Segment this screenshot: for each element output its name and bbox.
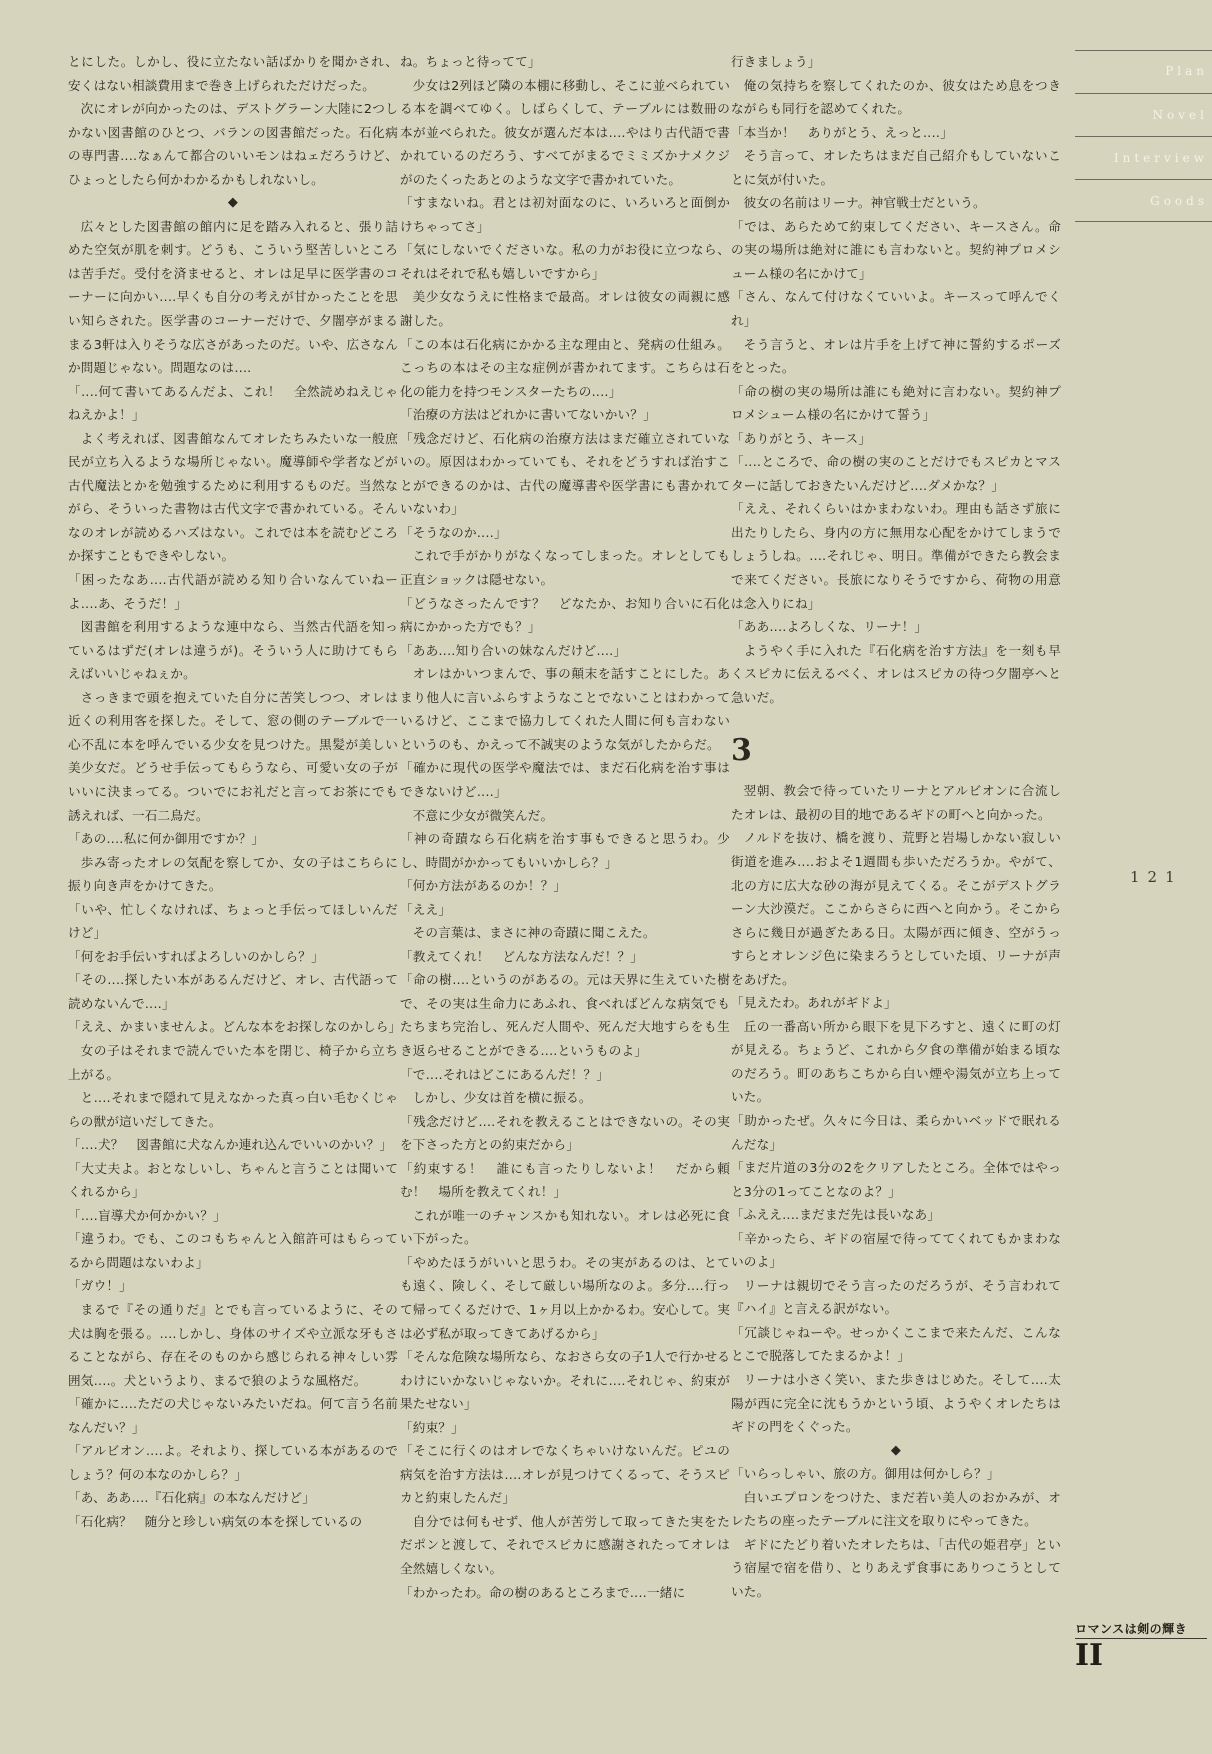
dialogue-line: 「ありがとう、キース」: [731, 430, 872, 446]
paragraph: とにした。しかし、役に立たない話ばかりを聞かされ、安くはない相談費用まで巻き上げられただけだった。: [68, 54, 398, 93]
paragraph: リーナは親切でそう言ったのだろうが、そう言われて『ハイ』と言える訳がない。: [731, 1277, 1061, 1317]
dialogue-line: 「‥‥盲導犬か何かかい？」: [68, 1207, 226, 1223]
dialogue-line: 「見えたわ。あれがギドよ」: [731, 995, 897, 1011]
text-column-3-lower: [731, 779, 1061, 1603]
dialogue-line: 「やめたほうがいいと思うわ。その実があるのは、とても遠く、険しく、そして厳しい場所なのよ。多分‥‥行って帰ってくるだけで、1ヶ月以上かかるわ。安心して。実は必ず私が取ってきてあげるから」: [400, 1254, 730, 1341]
dialogue-line: 「辛かったら、ギドの宿屋で待っててくれてもかまわないのよ」: [731, 1230, 1061, 1270]
paragraph: 自分では何もせず、他人が苦労して取ってきた実をただポンと渡して、それでスピカに感謝されたってオレは全然嬉しくない。: [400, 1513, 730, 1576]
paragraph: 女の子はそれまで読んでいた本を閉じ、椅子から立ち上がる。: [68, 1042, 398, 1082]
dialogue-line: 「‥‥ところで、命の樹の実のことだけでもスピカとマスターに話しておきたいんだけど‥‥ダメかな？」: [731, 454, 1061, 493]
dialogue-line: 「気にしないでくださいな。私の力がお役に立つなら、それはそれで私も嬉しいですから」: [400, 242, 730, 281]
magazine-title: ロマンスは剣の輝き: [1075, 1620, 1207, 1639]
paragraph: 行きましょう」: [731, 54, 821, 69]
dialogue-line: 「わかったわ。命の樹のあるところまで‥‥一緒に: [400, 1584, 686, 1600]
dialogue-line: 「そんな危険な場所なら、なおさら女の子1人で行かせるわけにいかないじゃないか。それに‥‥それじゃ、約束が果たせない」: [400, 1349, 730, 1412]
text-column-2: [400, 50, 730, 1604]
paragraph: 図書館を利用するような連中なら、当然古代語を知っているはずだ(オレは違うが)。そういう人に助けてもらえばいいじゃねぇか。: [68, 619, 398, 682]
dialogue-line: 「約束する！ 誰にも言ったりしないよ！ だから頼む！ 場所を教えてくれ！」: [400, 1160, 730, 1200]
dialogue-line: 「本当か！ ありがとう、えっと‥‥」: [731, 124, 953, 140]
dialogue-line: 「石化病？ 随分と珍しい病気の本を探しているの: [68, 1513, 363, 1529]
dialogue-line: 「さん、なんて付けなくていいよ。キースって呼んでくれ」: [731, 289, 1061, 329]
section-separator: ◆: [890, 1442, 902, 1458]
dialogue-line: 「命の樹‥‥というのがあるの。元は天界に生えていた樹で、その実は生命力にあふれ、食べればどんな病気でもたちまち完治し、死んだ人間や、死んだ大地すらをも生き返らせることができる‥‥というものよ」: [400, 972, 730, 1058]
paragraph: さっきまで頭を抱えていた自分に苦笑しつつ、オレは近くの利用客を探した。そして、窓の側のテーブルで一心不乱に本を呼んでいる少女を見つけた。黒髪が美しい美少女だ。どうせ手伝ってもらうなら、可愛い女の子がいいに決まってる。ついでにお礼だと言ってお茶にでも誘えれば、一石二鳥だ。: [68, 689, 398, 823]
dialogue-line: 「そうなのか‥‥」: [400, 524, 507, 540]
dialogue-line: 「確かに‥‥ただの犬じゃないみたいだね。何て言う名前なんだい？」: [68, 1396, 398, 1435]
dialogue-line: 「‥‥何て書いてあるんだよ、これ！ 全然読めねえじゃねえかよ！」: [68, 383, 398, 423]
paragraph: ね。ちょっと待ってて」: [400, 54, 541, 69]
dialogue-line: 「すまないね。君とは初対面なのに、いろいろと面倒かけちゃってさ」: [400, 195, 730, 234]
paragraph: 俺の気持ちを察してくれたのか、彼女はため息をつきながらも同行を認めてくれた。: [731, 77, 1061, 117]
dialogue-line: 「治療の方法はどれかに書いてないかい？」: [400, 407, 656, 423]
section-separator: ◆: [227, 195, 239, 211]
dialogue-line: 「アルビオン‥‥よ。それより、探している本があるのでしょう？何の本なのかしら？」: [68, 1443, 398, 1482]
paragraph: リーナは小さく笑い、また歩きはじめた。そして‥‥太陽が西に完全に沈もうかという頃、ようやくオレたちはギドの門をくぐった。: [731, 1371, 1061, 1435]
dialogue-line: 「ああ‥‥知り合いの妹なんだけど‥‥」: [400, 642, 627, 658]
paragraph: と‥‥それまで隠れて見えなかった真っ白い毛むくじゃらの獣が這いだしてきた。: [68, 1090, 398, 1129]
dialogue-line: 「約束？」: [400, 1419, 464, 1435]
dialogue-line: 「教えてくれ！ どんな方法なんだ！？」: [400, 948, 644, 964]
text-column-3: [731, 50, 1061, 1603]
dialogue-line: 「大丈夫よ。おとなしいし、ちゃんと言うことは聞いてくれるから」: [68, 1160, 398, 1200]
dialogue-line: 「ええ」: [400, 901, 452, 917]
nav-tab-interview[interactable]: Interview: [1075, 136, 1212, 179]
dialogue-line: 「違うわ。でも、このコもちゃんと入館許可はもらってるから問題はないわよ」: [68, 1231, 398, 1270]
dialogue-line: 「あ、ああ‥‥『石化病』の本なんだけど」: [68, 1490, 315, 1506]
dialogue-line: 「そこに行くのはオレでなくちゃいけないんだ。ピユの病気を治す方法は‥‥オレが見つけてくるって、そうスピカと約束したんだ」: [400, 1443, 730, 1506]
dialogue-line: 「冗談じゃねーや。せっかくここまで来たんだ、こんなとこで脱落してたまるかよ！」: [731, 1324, 1061, 1364]
dialogue-line: 「残念だけど‥‥それを教えることはできないの。その実を下さった方との約束だから」: [400, 1113, 730, 1153]
dialogue-line: 「いらっしゃい、旅の方。御用は何かしら？」: [731, 1466, 1000, 1482]
paragraph: ギドにたどり着いたオレたちは、「古代の姫君亭」という宿屋で宿を借り、とりあえず食事にありつこうとしていた。: [731, 1536, 1061, 1599]
dialogue-line: 「ええ、それくらいはかまわないわ。理由も話さず旅に出たりしたら、身内の方に無用な心配をかけてしまうでしょうしね。‥‥それじゃ、明日。準備ができたら教会まで来てください。長旅になりそうですから、荷物の用意は念入りにね」: [731, 501, 1061, 611]
paragraph: 美少女なうえに性格まで最高。オレは彼女の両親に感謝した。: [400, 289, 730, 329]
dialogue-line: 「‥‥犬？ 図書館に犬なんか連れ込んでいいのかい？」: [68, 1137, 393, 1153]
paragraph: しかし、少女は首を横に振る。: [412, 1090, 592, 1106]
dialogue-line: 「どうなさったんです？ どなたか、お知り合いに石化病にかかった方でも？」: [400, 595, 730, 635]
chapter-number: 3: [731, 733, 753, 769]
paragraph: 彼女の名前はリーナ。神官戦士だという。: [743, 195, 986, 211]
dialogue-line: 「ガウ！」: [68, 1278, 132, 1294]
dialogue-line: 「残念だけど、石化病の治療方法はまだ確立されていないの。原因はわかっていても、それをどうすれば治すことができるのかは、古代の魔導書や医学書にも書かれていないわ」: [400, 430, 730, 517]
nav-tab-goods[interactable]: Goods: [1075, 179, 1212, 222]
volume-numeral: II: [1075, 1638, 1104, 1673]
paragraph: ようやく手に入れた『石化病を治す方法』を一刻も早くスピカに伝えるべく、オレはスピカの待つ夕闇亭へと急いだ。: [731, 642, 1061, 705]
dialogue-line: 「ええ、かまいませんよ。どんな本をお探しなのかしら」: [68, 1019, 402, 1035]
paragraph: オレはかいつまんで、事の顛末を話すことにした。あまり他人に言いふらすようなことでないことはわかっているけど、ここまで協力してくれた人間に何も言わないというのも、かえって不誠実のような気がしたからだ。: [400, 666, 730, 752]
dialogue-line: 「では、あらためて約束してください、キースさん。命の実の場所は絶対に誰にも言わないと。契約神プロメシューム様の名にかけて」: [731, 218, 1061, 281]
dialogue-line: 「確かに現代の医学や魔法では、まだ石化病を治す事はできないけど‥‥」: [400, 760, 730, 799]
paragraph: 白いエプロンをつけた、まだ若い美人のおかみが、オレたちの座ったテーブルに注文を取りにやってきた。: [731, 1489, 1061, 1529]
paragraph: 広々とした図書館の館内に足を踏み入れると、張り詰めた空気が肌を刺す。どうも、こういう堅苦しいところは苦手だ。受付を済ませると、オレは足早に医学書のコーナーに向かい‥‥早くも自分の考えが甘かったことを思い知らされた。医学書のコーナーだけで、夕闇亭がまるまる3軒は入りそうな広さがあったのだ。いや、広さなんか問題じゃない。問題なのは‥‥: [68, 218, 398, 376]
text-column-3-upper: [731, 50, 1061, 709]
dialogue-line: 「ふええ‥‥まだまだ先は長いなあ」: [731, 1207, 941, 1223]
paragraph: そう言って、オレたちはまだ自己紹介もしていないことに気が付いた。: [731, 148, 1061, 187]
paragraph: 歩み寄ったオレの気配を察してか、女の子はこちらに振り向き声をかけてきた。: [68, 854, 398, 894]
paragraph: よく考えれば、図書館なんてオレたちみたいな一般庶民が立ち入るような場所じゃない。魔導師や学者などが古代魔法とかを勉強するために利用するものだ。当然ながら、そういった書物は古代文字で書かれている。そんなのオレが読めるハズはない。これでは本を読むどころか探すこともできやしない。: [68, 430, 398, 564]
magazine-logo: [1075, 1620, 1207, 1671]
dialogue-line: 「いや、忙しくなければ、ちょっと手伝ってほしいんだけど」: [68, 901, 398, 941]
dialogue-line: 「ああ‥‥よろしくな、リーナ！」: [731, 619, 928, 635]
dialogue-line: 「何か方法があるのか！？」: [400, 878, 567, 894]
paragraph: そう言うと、オレは片手を上げて神に誓約するポーズをとった。: [731, 336, 1061, 376]
dialogue-line: 「あの‥‥私に何か御用ですか？」: [68, 831, 265, 847]
dialogue-line: 「で‥‥それはどこにあるんだ！？」: [400, 1066, 610, 1082]
paragraph: 翌朝、教会で待っていたリーナとアルビオンに合流したオレは、最初の目的地であるギドの町へと向かった。: [731, 783, 1061, 822]
paragraph: その言葉は、まさに神の奇蹟に聞こえた。: [412, 925, 656, 941]
page-number: 121: [1130, 868, 1183, 886]
paragraph: まるで『その通りだ』とでも言っているように、その犬は胸を張る。‥‥しかし、身体のサイズや立派な牙もさることながら、存在そのものから感じられる神々しい雰囲気‥‥。犬というより、まるで狼のような風格だ。: [68, 1301, 398, 1388]
paragraph: ノルドを抜け、橋を渡り、荒野と岩場しかない寂しい街道を進み‥‥およそ1週間も歩いただろうか。やがて、北の方に広大な砂の海が見えてくる。そこがデストグラーン大沙漠だ。ここからさらに西へと向かう。そこからさらに幾日が過ぎたある日。太陽が西に傾き、空がうっすらとオレンジ色に染まろうとしていた頃、リーナが声をあげた。: [731, 830, 1061, 987]
dialogue-line: 「助かったぜ。久々に今日は、柔らかいベッドで眠れるんだな」: [731, 1112, 1061, 1152]
dialogue-line: 「神の奇蹟なら石化病を治す事もできると思うわ。少し、時間がかかってもいいかしら？」: [400, 831, 730, 870]
dialogue-line: 「何をお手伝いすればよろしいのかしら？」: [68, 948, 324, 964]
paragraph: 少女は2列ほど隣の本棚に移動し、そこに並べられている本を調べてゆく。しばらくして、テーブルには数冊の本が並べられた。彼女が選んだ本は‥‥やはり古代語で書かれているのだろう、すべてがまるでミミズかナメクジがのたくったあとのような文字で書かれていた。: [400, 77, 730, 187]
dialogue-line: 「まだ片道の3分の2をクリアしたところ。全体ではやっと3分の1ってことなのよ？」: [731, 1160, 1061, 1199]
dialogue-line: 「その‥‥探したい本があるんだけど、オレ、古代語って読めないんで‥‥」: [68, 972, 398, 1011]
dialogue-line: 「困ったなあ‥‥古代語が読める知り合いなんていねーよ‥‥あ、そうだ！」: [68, 572, 398, 611]
dialogue-line: 「命の樹の実の場所は誰にも絶対に言わない。契約神プロメシューム様の名にかけて誓う」: [731, 383, 1061, 423]
paragraph: 次にオレが向かったのは、デストグラーン大陸に2つしかない図書館のひとつ、バランの図書館だった。石化病の専門書‥‥なぁんて都合のいいモンはねェだろうけど、ひょっとしたら何かわかるかもしれないし。: [68, 101, 398, 187]
paragraph: これが唯一のチャンスかも知れない。オレは必死に食い下がった。: [400, 1207, 730, 1247]
section-nav: [1075, 50, 1212, 222]
paragraph: 不意に少女が微笑んだ。: [412, 807, 554, 823]
nav-tab-plan[interactable]: Plan: [1075, 50, 1212, 93]
paragraph: これで手がかりがなくなってしまった。オレとしても正直ショックは隠せない。: [400, 548, 730, 588]
paragraph: 丘の一番高い所から眼下を見下ろすと、遠くに町の灯が見える。ちょうど、これから夕食の準備が始まる頃なのだろう。町のあちこちから白い煙や湯気が立ち上っていた。: [731, 1018, 1061, 1105]
text-column-1: [68, 50, 402, 1533]
nav-tab-novel[interactable]: Novel: [1075, 93, 1212, 136]
dialogue-line: 「この本は石化病にかかる主な理由と、発病の仕組み。こっちの本はその主な症例が書かれてます。こちらは石化の能力を持つモンスターたちの‥‥」: [400, 336, 730, 399]
